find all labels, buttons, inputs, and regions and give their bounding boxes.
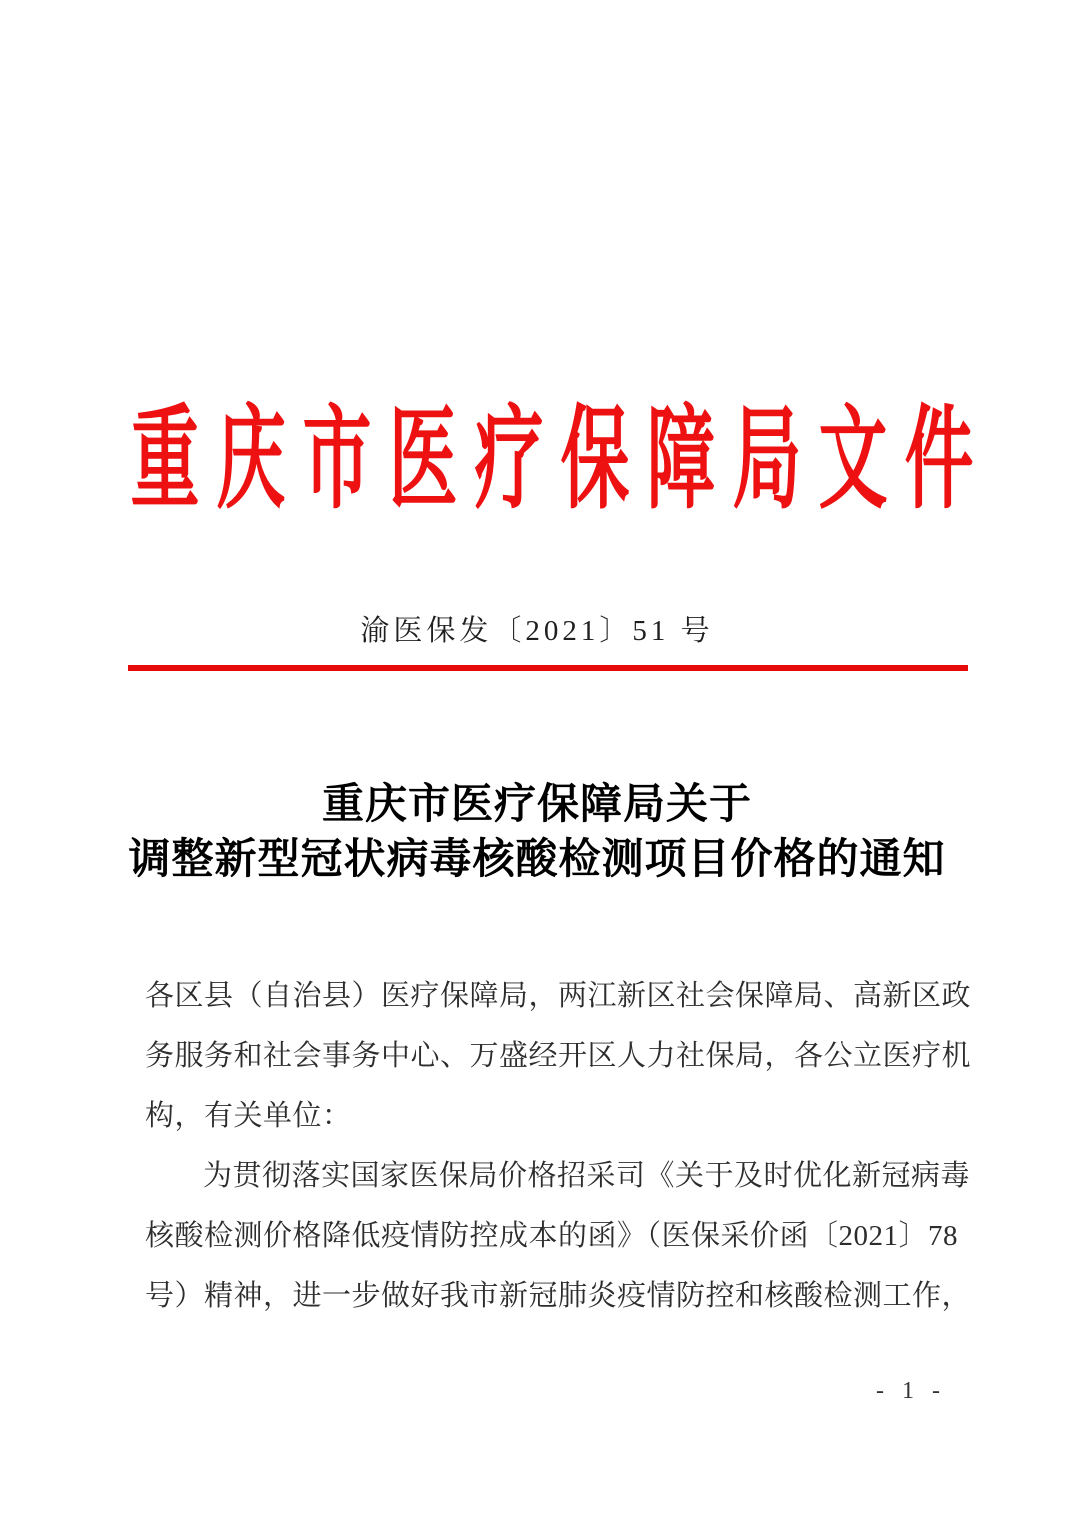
- page-number: - 1 -: [876, 1378, 946, 1404]
- banner-character: 局: [732, 397, 802, 523]
- notice-body: [145, 966, 972, 1326]
- document-number: 渝医保发〔2021〕51 号: [360, 615, 714, 647]
- banner-character: 障: [646, 397, 716, 523]
- banner-character: 重: [130, 397, 200, 523]
- body-line-5: 核酸检测价格降低疫情防控成本的函》（医保采价函〔2021〕78: [145, 1220, 959, 1252]
- body-line-1: 各区县（自治县）医疗保障局，两江新区社会保障局、高新区政: [145, 980, 972, 1012]
- banner-character: 医: [388, 397, 458, 523]
- notice-title-line1: 重庆市医疗保障局关于: [321, 782, 752, 828]
- banner-character: 市: [302, 397, 372, 523]
- body-line-2: 务服务和社会事务中心、万盛经开区人力社保局，各公立医疗机: [145, 1040, 972, 1072]
- body-line-6: 号）精神，进一步做好我市新冠肺炎疫情防控和核酸检测工作，: [145, 1280, 972, 1312]
- notice-title: [0, 778, 1074, 888]
- body-line-3: 构，有关单位：: [145, 1100, 352, 1132]
- banner-character: 疗: [474, 397, 544, 523]
- banner-character: 保: [560, 397, 630, 523]
- banner-character: 文: [818, 397, 888, 523]
- banner-character: 件: [904, 397, 974, 523]
- red-letterhead-banner: [122, 397, 974, 523]
- notice-title-line2: 调整新型冠状病毒核酸检测项目价格的通知: [128, 837, 946, 883]
- banner-character: 庆: [216, 397, 286, 523]
- body-line-4: 为贯彻落实国家医保局价格招采司《关于及时优化新冠病毒: [203, 1160, 971, 1192]
- red-divider-line: [128, 665, 968, 671]
